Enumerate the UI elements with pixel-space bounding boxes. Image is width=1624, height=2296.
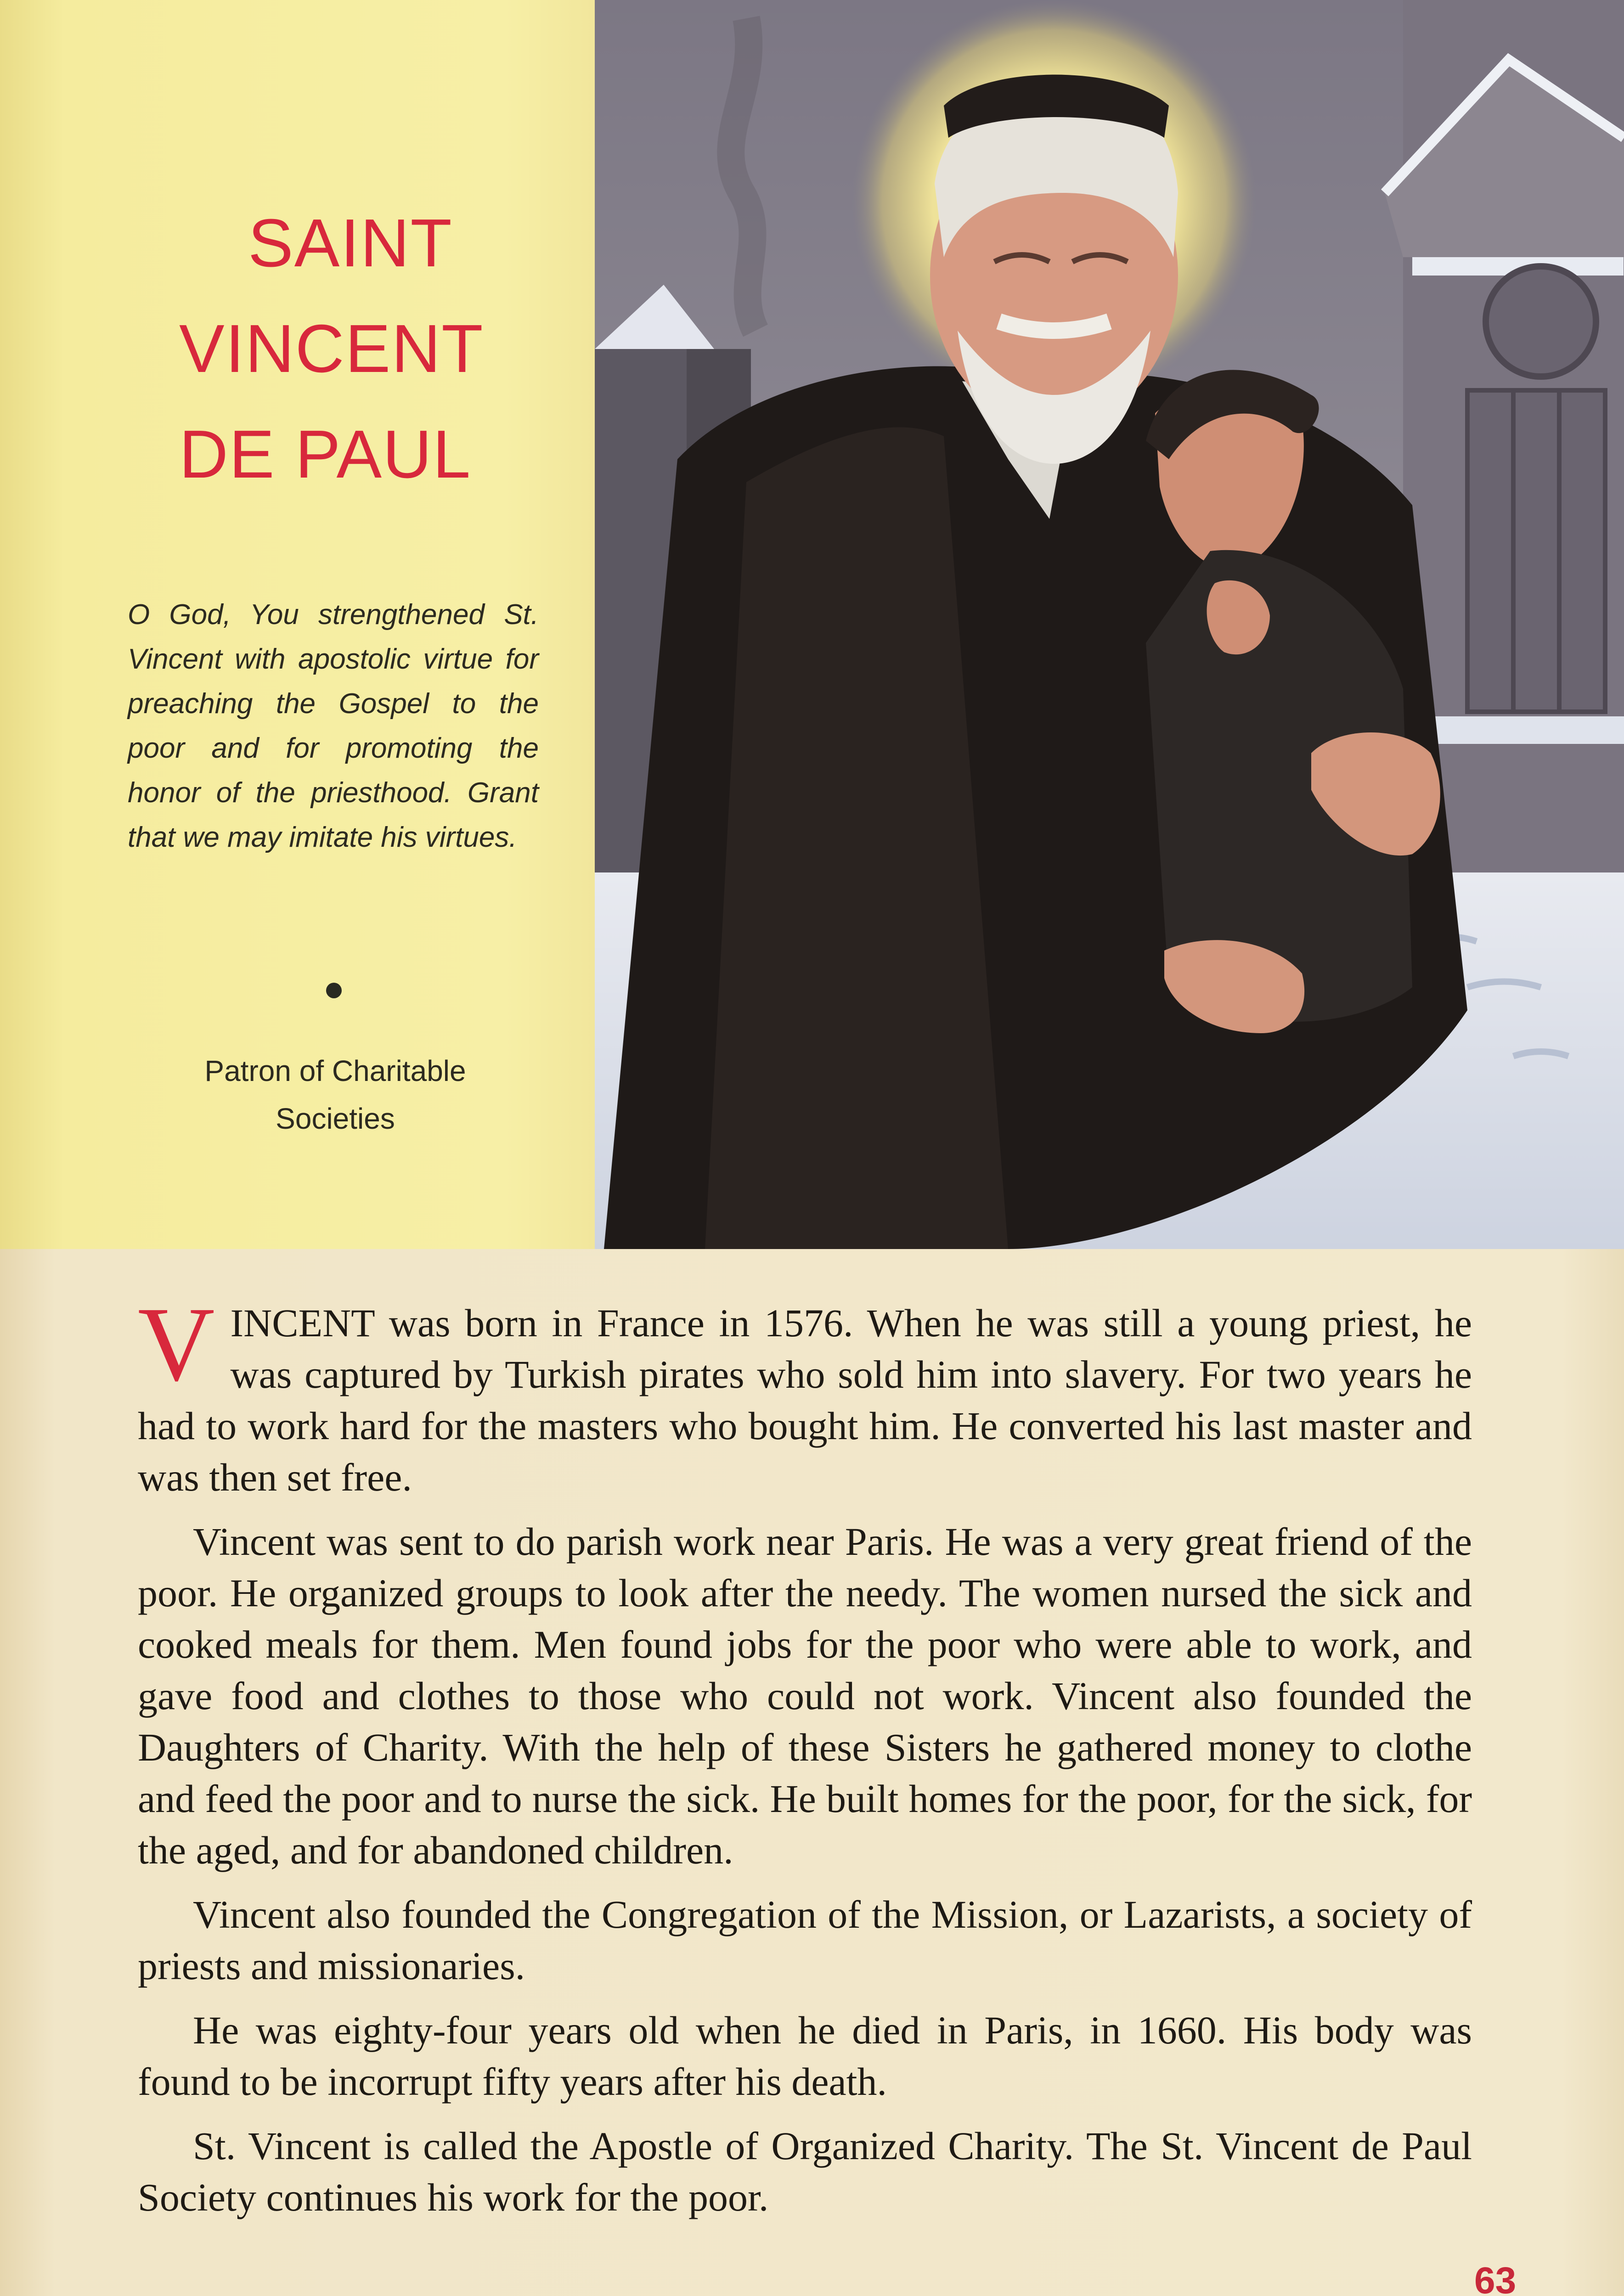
- title-line: SAINT: [248, 205, 453, 281]
- paragraph: [138, 1285, 1472, 1503]
- title-line: VINCENT: [179, 311, 484, 387]
- drop-cap: V: [138, 1285, 215, 1403]
- saint-title: [138, 191, 533, 507]
- paragraph: He was eighty-four years old when he died in Paris, in 1660. His body was found to be incorrupt fifty years after his death.: [138, 2008, 1472, 2104]
- title-line: DE PAUL: [179, 416, 472, 492]
- bullet-separator: [326, 983, 342, 998]
- paragraph: Vincent also founded the Congregation of the Mission, or Lazarists, a society of priests and missionaries.: [138, 1892, 1472, 1988]
- prayer-text: O God, You strengthened St. Vincent with apostolic virtue for preaching the Gospel to the poor and for promoting the honor of the priesthood. Grant that we may imitate his virtues.: [128, 599, 539, 853]
- paragraph: St. Vincent is called the Apostle of Organized Charity. The St. Vincent de Paul Society continues his work for the poor.: [138, 2124, 1472, 2219]
- page-number: 63: [1474, 2260, 1517, 2296]
- title-panel: [0, 0, 595, 1249]
- patron-text: Patron of Charitable Societies: [204, 1054, 466, 1135]
- paragraph: Vincent was sent to do parish work near Paris. He was a very great friend of the poor. He organized groups to look after the needy. The women nursed the sick and cooked meals for them. Men found jobs for the poor who were able to work, and gave food and clothes to those who could not work. Vincent also founded the Daughters of Charity. With the help of these Sisters he gathered money to clothe and feed the poor and to nurse the sick. He built homes for the poor, for the sick, for the aged, and for abandoned children.: [138, 1519, 1472, 1872]
- paragraph-text: INCENT was born in France in 1576. When he was still a young priest, he was captured by Turkish pirates who sold him into slavery. For two years he had to work hard for the masters who bought him. He converted his last master and was then set free.: [138, 1301, 1472, 1499]
- saint-illustration: [595, 0, 1624, 1249]
- article-body: [138, 1285, 1472, 2236]
